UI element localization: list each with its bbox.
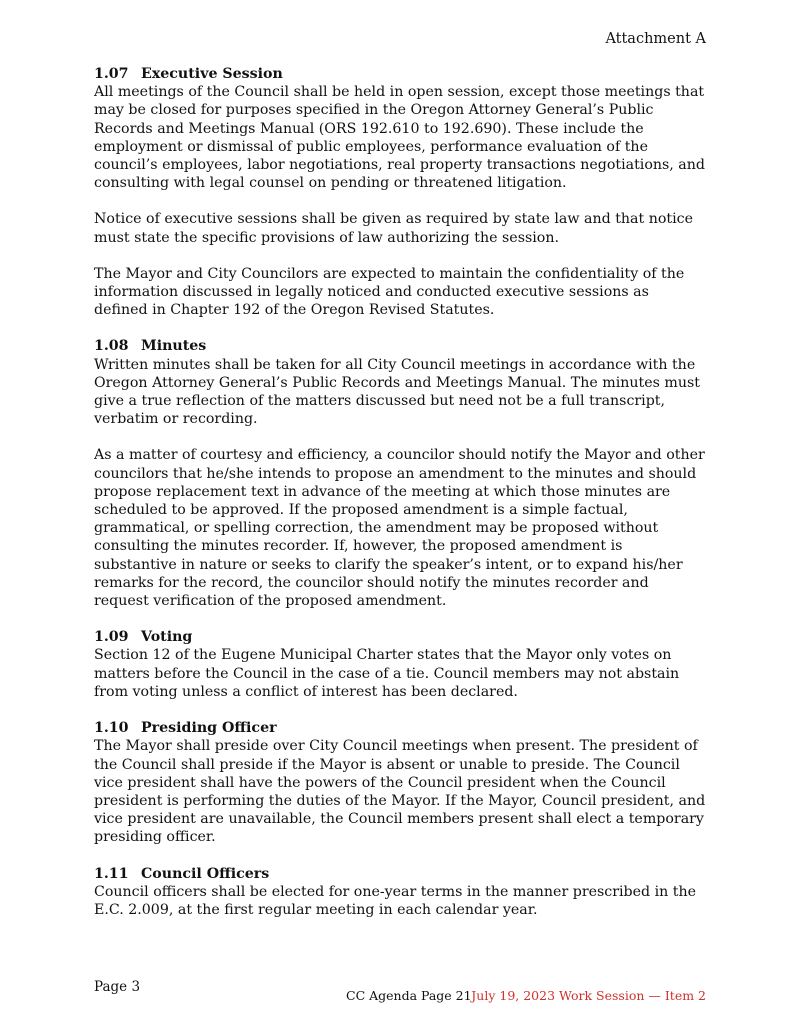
agenda-page-label: CC Agenda Page 21 (346, 988, 472, 1003)
section-heading (94, 65, 706, 83)
section-heading (94, 865, 706, 883)
paragraph: Section 12 of the Eugene Municipal Charter states that the Mayor only votes on matters before the Council in the case of a tie. Council members may not abstain from voting unless a conflict of interest has been declared. (94, 647, 680, 700)
paragraph: All meetings of the Council shall be held in open session, except those meetings that may be closed for purposes specified in the Oregon Attorney General’s Public Records and Meetings Manual (ORS 192.610 to 192.690). These include the employment or dismissal of public employees, performance evaluation of the council’s employees, labor negotiations, real property transactions negotiations, and consulting with legal counsel on pending or threatened litigation. (94, 84, 705, 192)
paragraph: Notice of executive sessions shall be given as required by state law and that notice must state the specific provisions of law authorizing the session. (94, 211, 693, 246)
section-voting (94, 628, 706, 701)
section-council-officers (94, 865, 706, 920)
paragraph: Written minutes shall be taken for all City Council meetings in accordance with the Oregon Attorney General’s Public Records and Meetings Manual. The minutes must give a true reflection of the matters discussed but need not be a full transcript, verbatim or recording. (94, 356, 700, 428)
work-session-label: July 19, 2023 Work Session — Item 2 (471, 988, 706, 1003)
section-heading (94, 628, 706, 646)
section-number: 1.09 (94, 629, 129, 646)
section-title: Voting (141, 629, 193, 646)
page-number: Page 3 (94, 979, 141, 995)
section-heading (94, 337, 706, 355)
section-number: 1.07 (94, 66, 129, 82)
section-title: Council Officers (141, 865, 270, 882)
section-minutes (94, 337, 706, 610)
paragraph: The Mayor and City Councilors are expected to maintain the confidentiality of the information discussed in legally noticed and conducted executive sessions as defined in Chapter 192 of the Oregon Revised Statutes. (94, 265, 685, 319)
attachment-label: Attachment A (605, 31, 706, 47)
section-title: Executive Session (141, 66, 283, 82)
section-executive-session (94, 65, 706, 319)
section-number: 1.11 (94, 865, 129, 882)
paragraph: Council officers shall be elected for one-year terms in the manner prescribed in the E.C. 2.009, at the first regular meeting in each calendar year. (94, 883, 697, 918)
section-number: 1.08 (94, 338, 129, 355)
paragraph: The Mayor shall preside over City Council meetings when present. The president of the Council shall preside if the Mayor is absent or unable to preside. The Council vice president shall have the powers of the Council president when the Council president is performing the duties of the Mayor. If the Mayor, Council president, and vice president are unavailable, the Council members present shall elect a temporary presiding officer. (94, 738, 706, 846)
paragraph: As a matter of courtesy and efficiency, a councilor should notify the Mayor and other councilors that he/she intends to propose an amendment to the minutes and should propose replacement text in advance of the meeting at which those minutes are scheduled to be approved. If the proposed amendment is a simple factual, grammatical, or spelling correction, the amendment may be proposed without consulting the minutes recorder. If, however, the proposed amendment is substantive in nature or seeks to clarify the speaker’s intent, or to expand his/her remarks for the record, the councilor should notify the minutes recorder and request verification of the proposed amendment. (94, 447, 705, 610)
section-heading (94, 719, 706, 737)
section-number: 1.10 (94, 720, 129, 737)
section-title: Minutes (141, 338, 207, 355)
section-title: Presiding Officer (141, 720, 277, 737)
document-body (94, 65, 706, 937)
section-presiding-officer (94, 719, 706, 846)
